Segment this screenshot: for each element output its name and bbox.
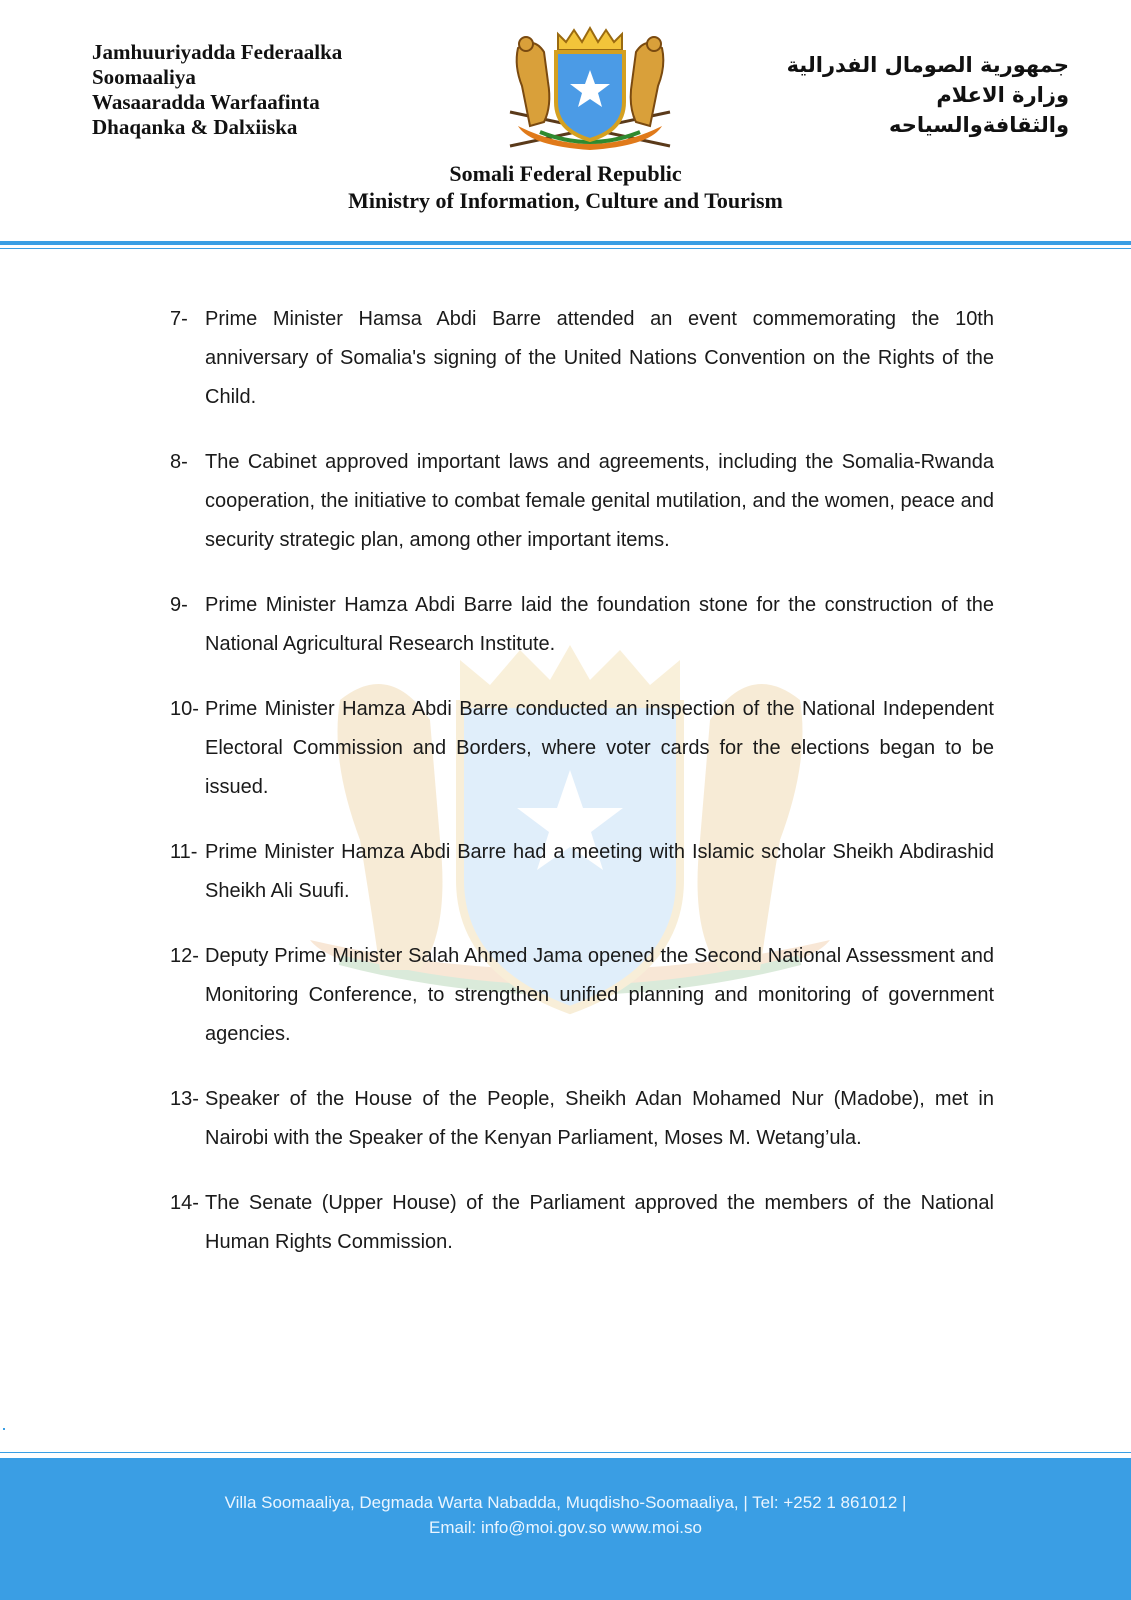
item-number: 12- [170,945,199,967]
header-somali-line: Soomaaliya [92,65,196,89]
list-item [170,1184,994,1262]
footer-contact: Email: info@moi.gov.so www.moi.so [429,1518,702,1537]
header-somali-block [92,40,342,140]
header-arabic-line: والثقافةوالسياحه [888,113,1069,137]
republic-title: Somali Federal Republic [449,161,682,186]
ministry-title: Ministry of Information, Culture and Tourism [348,188,783,213]
item-number: 13- [170,1088,199,1110]
footer [0,1458,1131,1600]
header-divider-thick [0,241,1131,245]
footer-divider [0,1452,1131,1453]
item-text: Deputy Prime Minister Salah Ahmed Jama opened the Second National Assessment and Monitoring Conference, to strengthen unified planning and monitoring of government agencies. [205,945,994,1045]
news-list [170,300,994,1288]
margin-dot [3,1428,5,1430]
list-item [170,690,994,807]
item-number: 14- [170,1192,199,1214]
item-number: 9- [170,594,188,616]
header-divider-thin [0,248,1131,249]
item-text: Prime Minister Hamsa Abdi Barre attended an event commemorating the 10th anniversary of Somalia's signing of the United Nations Convention on the Rights of the Child. [205,308,994,408]
header-arabic-line: جمهورية الصومال الفدرالية [786,53,1069,77]
item-text: The Cabinet approved important laws and agreements, including the Somalia-Rwanda cooperation, the initiative to combat female genital mutilation, and the women, peace and security strategic plan, among other important items. [205,451,994,551]
item-text: Speaker of the House of the People, Sheikh Adan Mohamed Nur (Madobe), met in Nairobi with the Speaker of the Kenyan Parliament, Moses M. Wetang’ula. [205,1088,994,1149]
list-item [170,300,994,417]
header-english-block [0,160,1131,214]
header-somali-line: Dhaqanka & Dalxiiska [92,115,298,139]
item-text: Prime Minister Hamza Abdi Barre conducted an inspection of the National Independent Electoral Commission and Borders, where voter cards for the elections began to be issued. [205,698,994,798]
header-somali-line: Wasaaradda Warfaafinta [92,90,320,114]
list-item [170,833,994,911]
item-text: The Senate (Upper House) of the Parliament approved the members of the National Human Rights Commission. [205,1192,994,1253]
item-text: Prime Minister Hamza Abdi Barre laid the foundation stone for the construction of the National Agricultural Research Institute. [205,594,994,655]
header-arabic-line: وزارة الاعلام [936,83,1069,107]
list-item [170,937,994,1054]
coat-of-arms-icon [500,22,680,154]
header-arabic-block [739,50,1069,140]
header-somali-line: Jamhuuriyadda Federaalka [92,40,343,64]
footer-address: Villa Soomaaliya, Degmada Warta Nabadda, Muqdisho-Soomaaliya, | Tel: +252 1 861012 | [224,1493,907,1512]
list-item [170,443,994,560]
item-number: 8- [170,451,188,473]
item-text: Prime Minister Hamza Abdi Barre had a meeting with Islamic scholar Sheikh Abdirashid Sheikh Ali Suufi. [205,841,994,902]
item-number: 10- [170,698,199,720]
list-item [170,1080,994,1158]
list-item [170,586,994,664]
item-number: 11- [170,841,198,863]
item-number: 7- [170,308,188,330]
